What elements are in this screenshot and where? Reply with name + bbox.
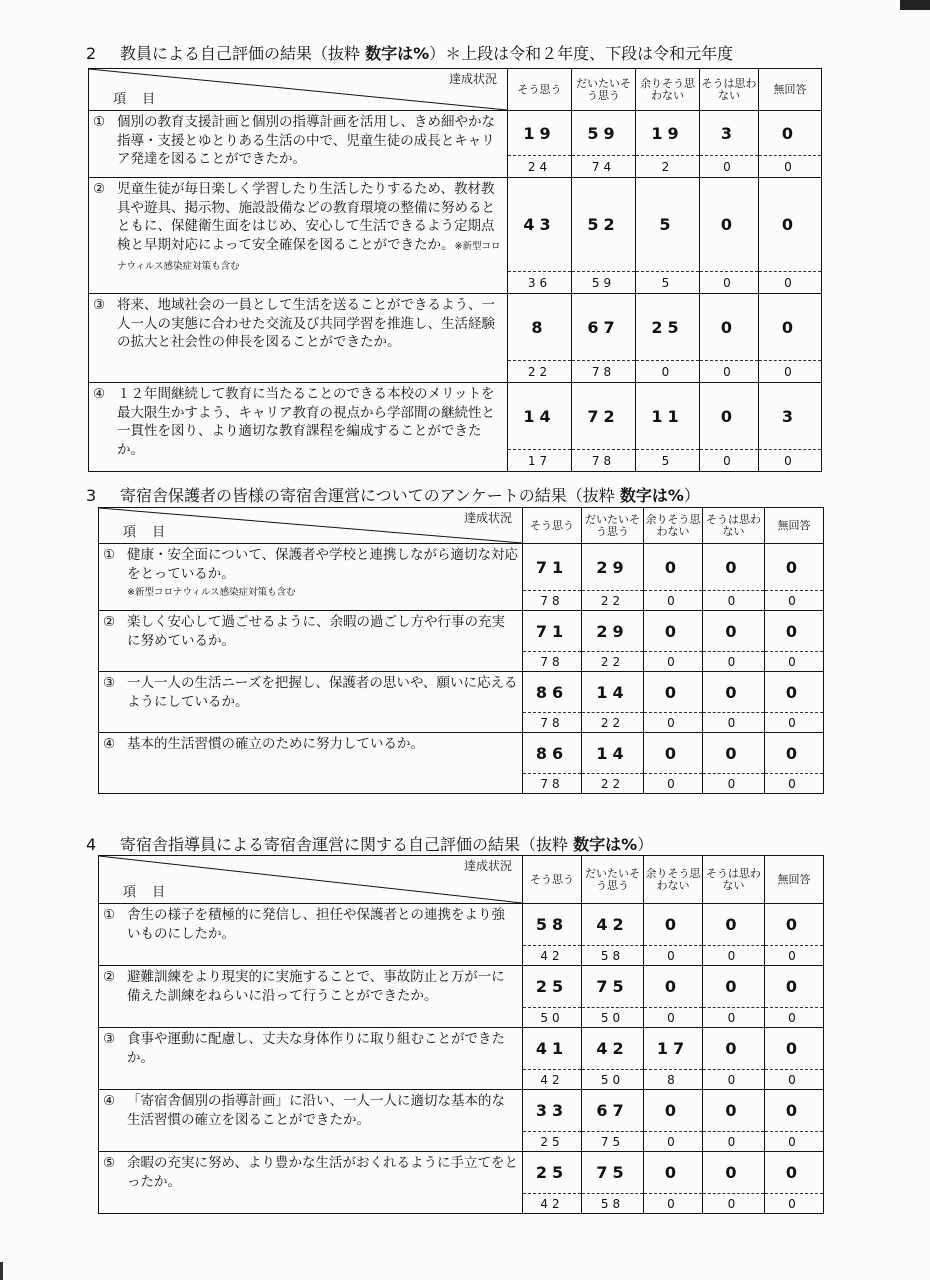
value-current-year: 0 xyxy=(765,672,824,713)
value-previous-year: 42 xyxy=(523,946,582,966)
value-previous-year: 0 xyxy=(703,1132,765,1152)
section-title-text: 寄宿舎保護者の皆様の寄宿舎運営についてのアンケートの結果（抜粋 xyxy=(120,486,620,505)
value-previous-year: 17 xyxy=(508,450,572,472)
header-corner-cell xyxy=(99,856,523,904)
value-current-year: 0 xyxy=(644,544,703,591)
scan-edge-mark xyxy=(0,1262,3,1280)
value-current-year: 0 xyxy=(765,1028,824,1070)
value-current-year: 0 xyxy=(765,733,824,774)
value-current-year: 0 xyxy=(700,178,759,272)
section-number: 2 xyxy=(86,44,97,63)
value-previous-year: 36 xyxy=(508,272,572,294)
value-current-year: 0 xyxy=(703,544,765,591)
value-current-year: 0 xyxy=(765,611,824,652)
value-current-year: 0 xyxy=(765,544,824,591)
header-status-label: 達成状況 xyxy=(463,859,512,873)
item-cell xyxy=(99,966,523,1028)
value-current-year: 0 xyxy=(765,1090,824,1132)
value-current-year: 43 xyxy=(508,178,572,272)
value-previous-year: 78 xyxy=(572,450,636,472)
item-cell xyxy=(99,1028,523,1090)
value-previous-year: 0 xyxy=(703,591,765,611)
item-text: １２年間継続して教育に当たることのできる本校のメリットを最大限生かすよう、キャリア教育の視点から学部間の継続性と一貫性を図り、より適切な教育課程を編成することができたか。 xyxy=(117,386,495,458)
item-number: ④ xyxy=(103,736,116,752)
value-previous-year: 25 xyxy=(523,1132,582,1152)
value-previous-year: 5 xyxy=(636,272,700,294)
item-cell xyxy=(99,611,523,672)
value-current-year: 0 xyxy=(700,294,759,361)
section-title-text: 寄宿舎指導員による寄宿舎運営に関する自己評価の結果（抜粋 xyxy=(120,835,574,854)
column-header: 余りそう思わない xyxy=(644,508,703,544)
column-header: 余りそう思わない xyxy=(644,856,703,904)
value-current-year: 0 xyxy=(644,1090,703,1132)
value-previous-year: 0 xyxy=(765,591,824,611)
table-row xyxy=(89,294,822,361)
value-current-year: 71 xyxy=(523,611,582,652)
value-previous-year: 0 xyxy=(644,1008,703,1028)
value-current-year: 0 xyxy=(644,672,703,713)
column-header: そう思う xyxy=(523,508,582,544)
section-title-after: ） xyxy=(683,486,700,505)
value-previous-year: 0 xyxy=(644,946,703,966)
value-current-year: 0 xyxy=(759,111,822,156)
value-current-year: 0 xyxy=(703,733,765,774)
value-previous-year: 0 xyxy=(759,272,822,294)
value-previous-year: 2 xyxy=(636,156,700,178)
item-number: ② xyxy=(93,181,106,197)
column-header: 無回答 xyxy=(765,856,824,904)
value-previous-year: 0 xyxy=(644,1194,703,1214)
value-previous-year: 0 xyxy=(644,652,703,672)
value-current-year: 33 xyxy=(523,1090,582,1132)
column-header: だいたいそう思う xyxy=(572,69,636,111)
value-current-year: 0 xyxy=(703,672,765,713)
item-number: ⑤ xyxy=(103,1155,116,1171)
value-current-year: 42 xyxy=(582,1028,644,1070)
value-previous-year: 58 xyxy=(582,1194,644,1214)
value-previous-year: 0 xyxy=(636,361,700,383)
value-previous-year: 0 xyxy=(759,156,822,178)
table-row xyxy=(99,672,824,713)
item-number: ② xyxy=(103,614,116,630)
item-cell xyxy=(99,904,523,966)
value-current-year: 19 xyxy=(508,111,572,156)
value-previous-year: 22 xyxy=(582,591,644,611)
value-previous-year: 0 xyxy=(700,272,759,294)
value-current-year: 75 xyxy=(582,966,644,1008)
value-previous-year: 0 xyxy=(700,450,759,472)
table-row xyxy=(99,544,824,591)
value-current-year: 0 xyxy=(700,383,759,450)
column-header: そう思う xyxy=(523,856,582,904)
value-current-year: 14 xyxy=(582,733,644,774)
value-previous-year: 75 xyxy=(582,1132,644,1152)
header-corner-cell xyxy=(89,69,508,111)
value-previous-year: 42 xyxy=(523,1194,582,1214)
value-previous-year: 24 xyxy=(508,156,572,178)
section-title xyxy=(86,835,653,855)
value-previous-year: 0 xyxy=(703,946,765,966)
value-current-year: 0 xyxy=(759,294,822,361)
value-current-year: 0 xyxy=(703,904,765,946)
value-current-year: 0 xyxy=(703,1028,765,1070)
section-number: 4 xyxy=(86,835,97,854)
value-previous-year: 0 xyxy=(765,1070,824,1090)
section-title xyxy=(86,486,700,506)
item-note: ※新型コロナウィルス感染症対策も含む xyxy=(117,240,501,272)
value-current-year: 0 xyxy=(765,904,824,946)
item-cell xyxy=(99,1090,523,1152)
value-current-year: 0 xyxy=(759,178,822,272)
item-cell xyxy=(89,383,508,472)
table-row xyxy=(99,1090,824,1132)
item-number: ① xyxy=(103,907,116,923)
value-current-year: 71 xyxy=(523,544,582,591)
value-current-year: 25 xyxy=(636,294,700,361)
value-current-year: 5 xyxy=(636,178,700,272)
item-text: 楽しく安心して過ごせるように、余暇の過ごし方や行事の充実に努めているか。 xyxy=(127,614,505,649)
item-cell xyxy=(89,178,508,294)
item-text: 児童生徒が毎日楽しく学習したり生活したりするため、教材教具や遊具、掲示物、施設設備などの教育環境の整備に努めるとともに、保健衛生面をはじめ、安心して生活できるよう定期点検と早期対応によって安全確保を図ることができたか。 xyxy=(117,181,495,253)
item-text: 個別の教育支援計画と個別の指導計画を活用し、きめ細やかな指導・支援とゆとりある生活の中で、児童生徒の成長とキャリア発達を図ることができたか。 xyxy=(117,114,495,167)
item-text: 一人一人の生活ニーズを把握し、保護者の思いや、願いに応えるようにしているか。 xyxy=(127,675,518,710)
value-current-year: 25 xyxy=(523,966,582,1008)
item-text: 余暇の充実に努め、より豊かな生活がおくれるように手立てをとったか。 xyxy=(127,1155,518,1190)
value-current-year: 86 xyxy=(523,733,582,774)
value-previous-year: 22 xyxy=(508,361,572,383)
item-text: 基本的生活習慣の確立のために努力しているか。 xyxy=(127,736,424,752)
value-current-year: 0 xyxy=(644,1152,703,1194)
header-item-label: 項 目 xyxy=(123,525,172,540)
item-number: ① xyxy=(93,114,106,130)
header-status-label: 達成状況 xyxy=(448,72,497,86)
value-current-year: 67 xyxy=(582,1090,644,1132)
item-number: ④ xyxy=(103,1093,116,1109)
value-current-year: 42 xyxy=(582,904,644,946)
value-previous-year: 0 xyxy=(759,450,822,472)
value-previous-year: 78 xyxy=(523,713,582,733)
value-current-year: 3 xyxy=(759,383,822,450)
table-row xyxy=(89,383,822,450)
value-previous-year: 0 xyxy=(700,156,759,178)
column-header: そうは思わない xyxy=(703,508,765,544)
value-current-year: 86 xyxy=(523,672,582,713)
item-text: 避難訓練をより現実的に実施することで、事故防止と万が一に備えた訓練をねらいに沿って行うことができたか。 xyxy=(127,969,505,1004)
value-previous-year: 74 xyxy=(572,156,636,178)
value-current-year: 0 xyxy=(703,1090,765,1132)
item-cell xyxy=(99,672,523,733)
item-text: 健康・安全面について、保護者や学校と連携しながら適切な対応をとっているか。 xyxy=(127,547,518,582)
value-previous-year: 50 xyxy=(582,1070,644,1090)
value-current-year: 11 xyxy=(636,383,700,450)
column-header: 無回答 xyxy=(765,508,824,544)
value-previous-year: 22 xyxy=(582,713,644,733)
value-current-year: 0 xyxy=(703,1152,765,1194)
value-current-year: 3 xyxy=(700,111,759,156)
value-previous-year: 0 xyxy=(700,361,759,383)
value-previous-year: 22 xyxy=(582,652,644,672)
value-current-year: 29 xyxy=(582,611,644,652)
value-current-year: 0 xyxy=(703,611,765,652)
value-previous-year: 50 xyxy=(582,1008,644,1028)
value-previous-year: 0 xyxy=(759,361,822,383)
value-current-year: 0 xyxy=(644,966,703,1008)
value-previous-year: 8 xyxy=(644,1070,703,1090)
column-header: だいたいそう思う xyxy=(582,508,644,544)
header-item-label: 項 目 xyxy=(113,92,162,107)
table-row xyxy=(99,733,824,774)
evaluation-table xyxy=(98,855,824,1214)
item-note: ※新型コロナウィルス感染症対策も含む xyxy=(127,587,296,598)
value-previous-year: 78 xyxy=(572,361,636,383)
item-number: ③ xyxy=(93,297,106,313)
value-previous-year: 0 xyxy=(703,1194,765,1214)
value-previous-year: 0 xyxy=(765,652,824,672)
item-cell xyxy=(99,1152,523,1214)
table-row xyxy=(89,111,822,156)
value-current-year: 0 xyxy=(765,1152,824,1194)
value-previous-year: 0 xyxy=(703,1008,765,1028)
value-current-year: 19 xyxy=(636,111,700,156)
value-previous-year: 0 xyxy=(765,774,824,794)
value-previous-year: 0 xyxy=(765,1132,824,1152)
section-title-after: ）＊上段は令和２年度、下段は令和元年度 xyxy=(429,44,734,63)
item-text: 「寄宿舎個別の指導計画」に沿い、一人一人に適切な基本的な生活習慣の確立を図ることができたか。 xyxy=(127,1093,505,1128)
value-current-year: 17 xyxy=(644,1028,703,1070)
section-title-text: 教員による自己評価の結果（抜粋 xyxy=(120,44,366,63)
value-current-year: 0 xyxy=(765,966,824,1008)
item-cell xyxy=(99,544,523,611)
value-current-year: 67 xyxy=(572,294,636,361)
item-text: 食事や運動に配慮し、丈夫な身体作りに取り組むことができたか。 xyxy=(127,1031,505,1066)
header-status-label: 達成状況 xyxy=(463,511,512,525)
value-previous-year: 0 xyxy=(703,713,765,733)
value-current-year: 52 xyxy=(572,178,636,272)
value-current-year: 8 xyxy=(508,294,572,361)
header-corner-cell xyxy=(99,508,523,544)
header-item-label: 項 目 xyxy=(123,885,172,900)
value-current-year: 14 xyxy=(582,672,644,713)
section-title-bold: 数字は% xyxy=(619,486,684,505)
table-row xyxy=(99,1152,824,1194)
value-current-year: 75 xyxy=(582,1152,644,1194)
item-number: ③ xyxy=(103,675,116,691)
value-current-year: 29 xyxy=(582,544,644,591)
table-row xyxy=(99,611,824,652)
table-row xyxy=(99,1028,824,1070)
value-previous-year: 0 xyxy=(765,1008,824,1028)
column-header: そうは思わない xyxy=(700,69,759,111)
section-title-after: ） xyxy=(637,835,654,854)
value-previous-year: 42 xyxy=(523,1070,582,1090)
evaluation-table xyxy=(98,507,824,794)
value-current-year: 72 xyxy=(572,383,636,450)
value-previous-year: 78 xyxy=(523,591,582,611)
column-header: 無回答 xyxy=(759,69,822,111)
value-previous-year: 78 xyxy=(523,652,582,672)
column-header: 余りそう思わない xyxy=(636,69,700,111)
column-header: そうは思わない xyxy=(703,856,765,904)
item-number: ① xyxy=(103,547,116,563)
section-number: 3 xyxy=(86,486,97,505)
item-cell xyxy=(89,111,508,178)
value-previous-year: 50 xyxy=(523,1008,582,1028)
column-header: だいたいそう思う xyxy=(582,856,644,904)
value-current-year: 41 xyxy=(523,1028,582,1070)
value-current-year: 58 xyxy=(523,904,582,946)
value-previous-year: 0 xyxy=(703,1070,765,1090)
value-previous-year: 5 xyxy=(636,450,700,472)
item-number: ② xyxy=(103,969,116,985)
column-header: そう思う xyxy=(508,69,572,111)
value-previous-year: 0 xyxy=(644,774,703,794)
evaluation-table xyxy=(88,68,822,472)
table-row xyxy=(99,966,824,1008)
value-previous-year: 58 xyxy=(582,946,644,966)
section-title-bold: 数字は% xyxy=(573,835,638,854)
value-previous-year: 59 xyxy=(572,272,636,294)
value-previous-year: 0 xyxy=(765,1194,824,1214)
value-previous-year: 0 xyxy=(644,713,703,733)
item-text: 将来、地域社会の一員として生活を送ることができるよう、一人一人の実態に合わせた交流及び共同学習を推進し、生活経験の拡大と社会性の伸長を図ることができたか。 xyxy=(117,297,495,350)
value-previous-year: 78 xyxy=(523,774,582,794)
value-previous-year: 0 xyxy=(703,774,765,794)
value-current-year: 0 xyxy=(703,966,765,1008)
item-cell xyxy=(99,733,523,794)
value-current-year: 14 xyxy=(508,383,572,450)
value-previous-year: 0 xyxy=(765,946,824,966)
value-previous-year: 22 xyxy=(582,774,644,794)
value-previous-year: 0 xyxy=(703,652,765,672)
item-number: ③ xyxy=(103,1031,116,1047)
value-current-year: 0 xyxy=(644,904,703,946)
value-current-year: 59 xyxy=(572,111,636,156)
item-number: ④ xyxy=(93,386,106,402)
item-cell xyxy=(89,294,508,383)
section-title xyxy=(86,44,733,64)
value-previous-year: 0 xyxy=(644,1132,703,1152)
section-title-bold: 数字は% xyxy=(365,44,430,63)
value-current-year: 0 xyxy=(644,611,703,652)
value-previous-year: 0 xyxy=(644,591,703,611)
value-current-year: 25 xyxy=(523,1152,582,1194)
value-current-year: 0 xyxy=(644,733,703,774)
scan-corner-mark xyxy=(900,0,930,10)
value-previous-year: 0 xyxy=(765,713,824,733)
table-row xyxy=(89,178,822,272)
table-row xyxy=(99,904,824,946)
item-text: 舎生の様子を積極的に発信し、担任や保護者との連携をより強いものにしたか。 xyxy=(127,907,505,942)
